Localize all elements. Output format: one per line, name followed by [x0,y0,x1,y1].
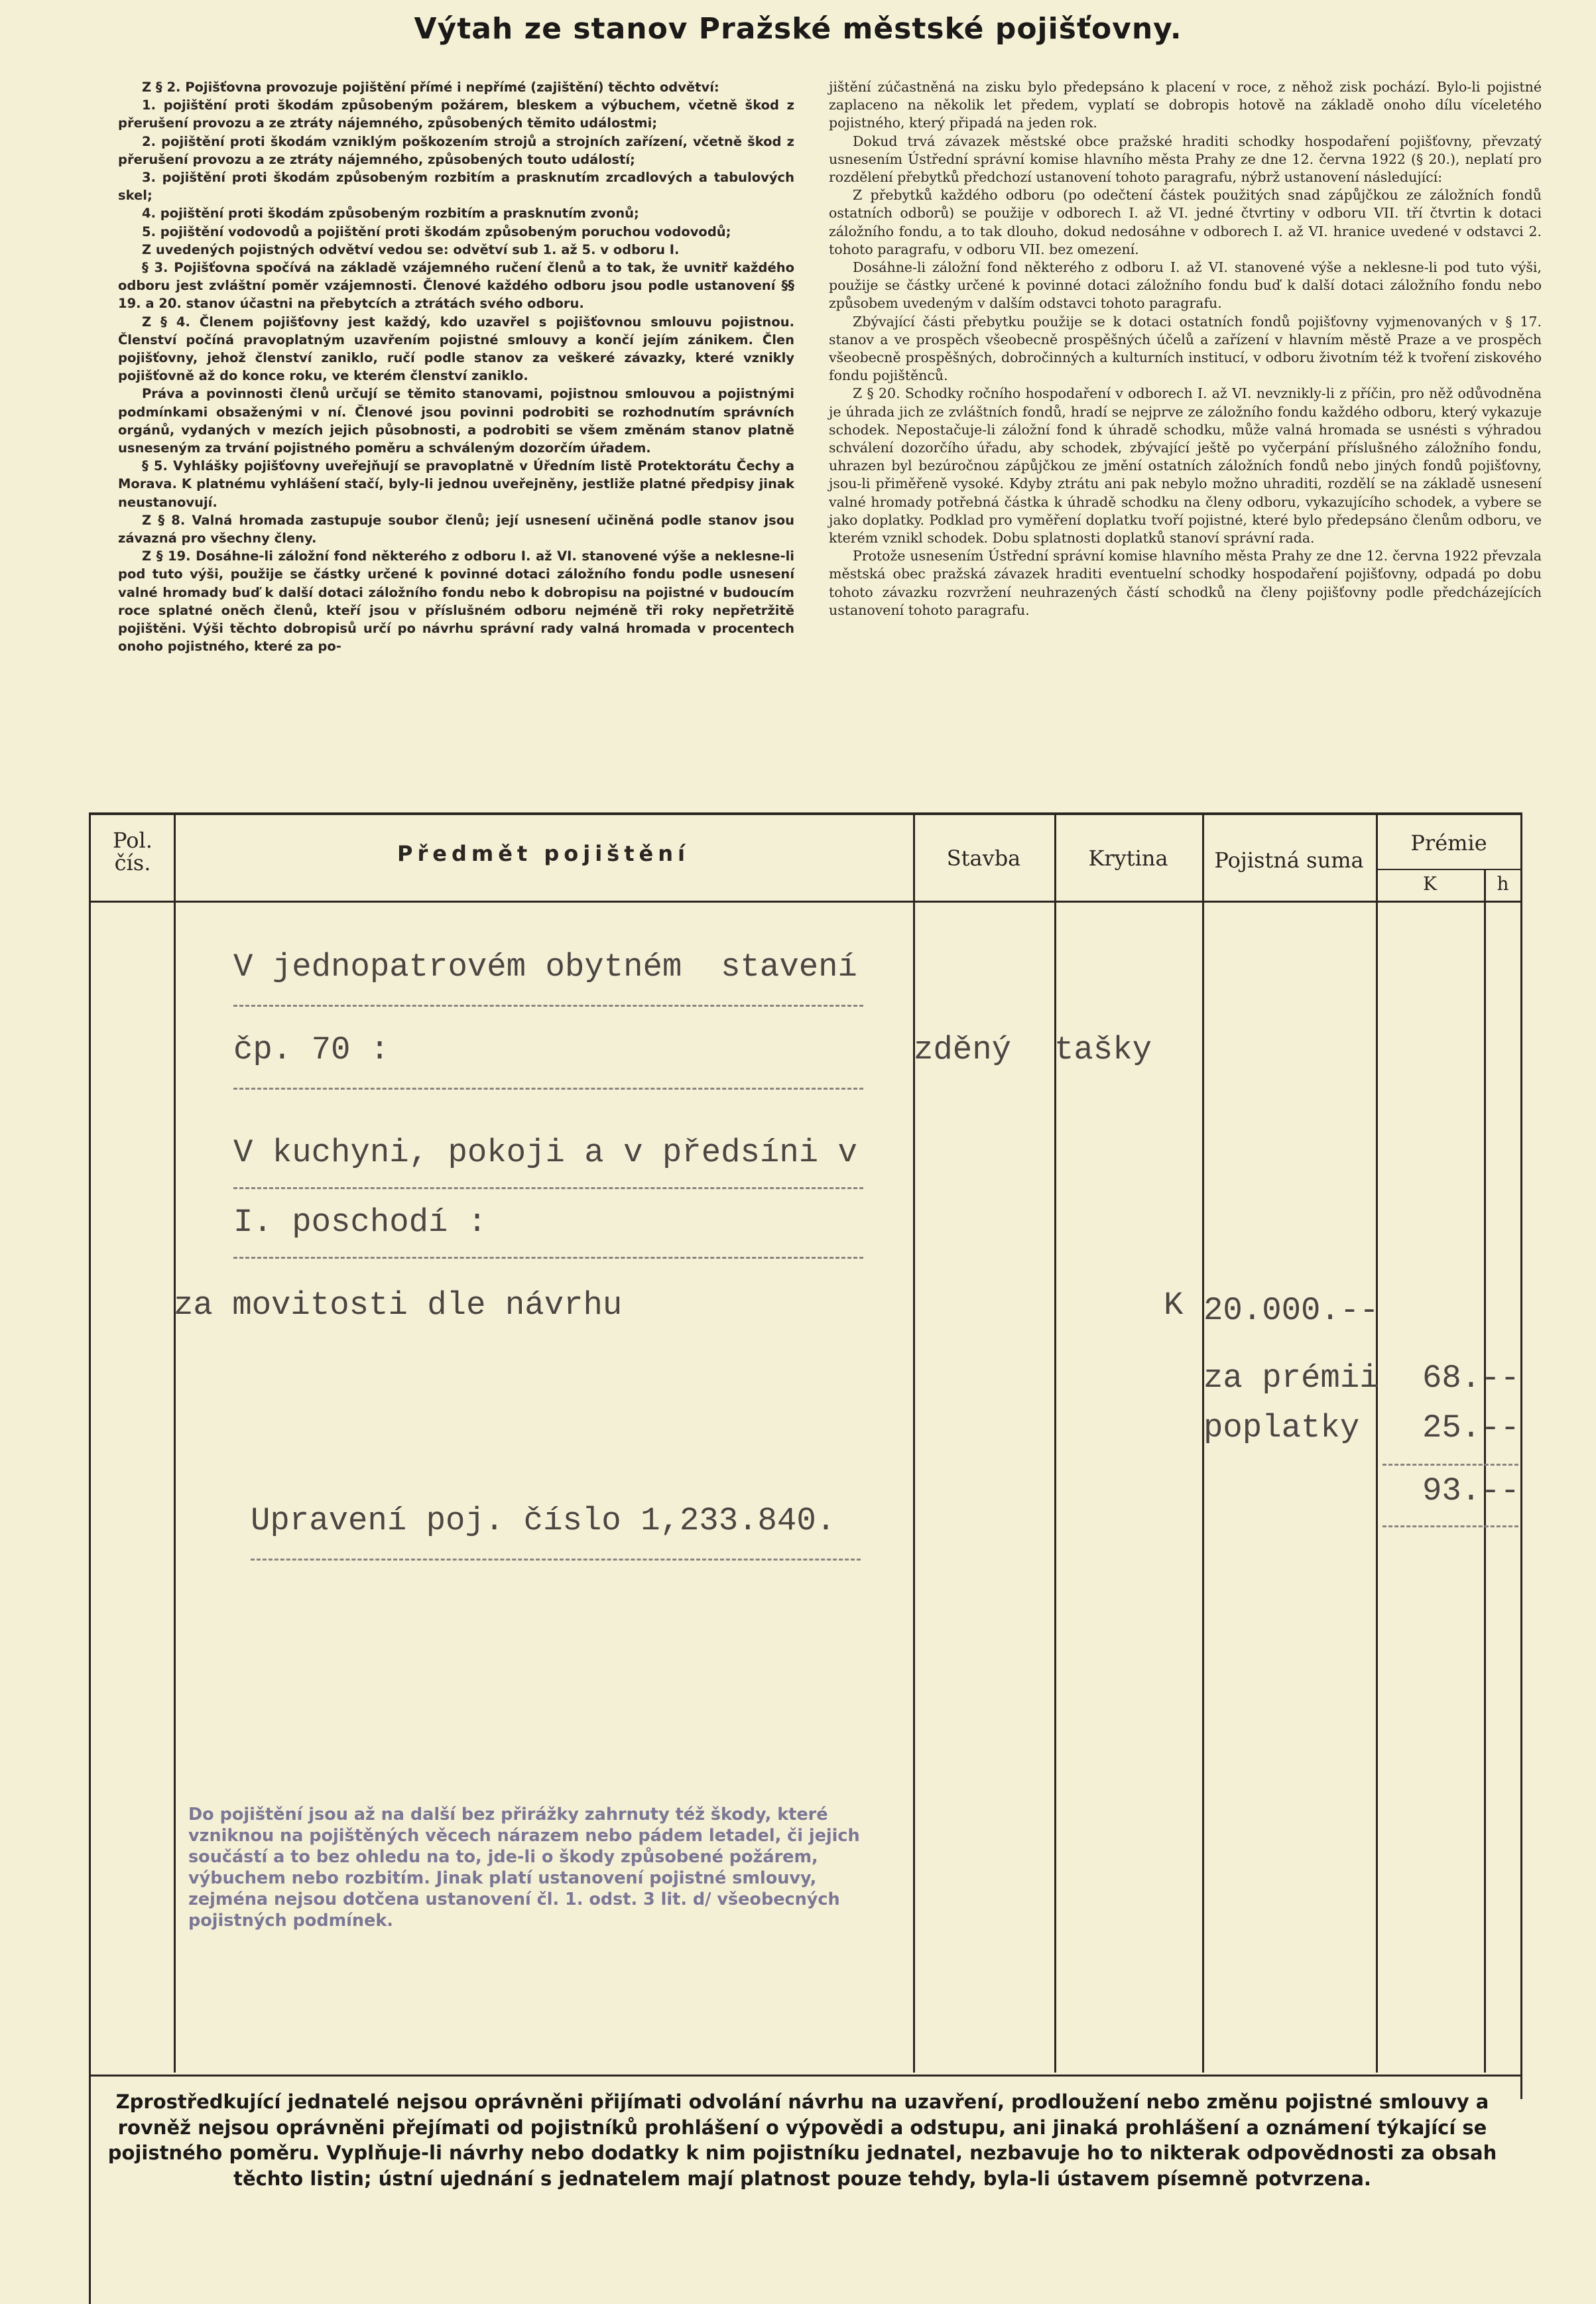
statute-paragraph: Z § 4. Členem pojišťovny jest každý, kdo uzavřel s pojišťovnou smlouvu pojistnou. Členství počíná pravoplatným uzavřením pojistné smlouvy a končí jejím zánikem. Člen pojišťovny, jehož členství zaniklo, ručí podle stanov za veškeré závazky, které vznikly pojišťovně až do konce roku, ve kterém členství zaniklo. [118,314,794,384]
statute-paragraph: Protože usnesením Ústřední správní komise hlavního města Prahy ze dne 12. června 1922 převzala městská obec pražská závazek hraditi eventuelní schodky hospodaření pojišťovny, odpadá po dobu tohoto závazku rozvržení neuhrazených částí schodků na členy pojišťovny podle předcházejících ustanovení tohoto paragrafu. [829,548,1542,618]
statute-paragraph: § 5. Vyhlášky pojišťovny uveřejňují se pravoplatně v Úředním listě Protektorátu Čechy a Morava. K platnému vyhlášení stačí, byly-li jednou uveřejněny, jestliže platné předpisy jinak neustanovují. [118,458,794,510]
statute-paragraph: 4. pojištění proti škodám způsobeným rozbitím a prasknutím zvonů; [142,206,639,222]
typed-poplatky-label: poplatky [1203,1409,1360,1446]
typed-total: 93.-- [1422,1472,1520,1509]
header-premie: Prémie [1410,830,1487,856]
typed-premie-label: za prémii [1203,1360,1379,1397]
statute-paragraph: Z přebytků každého odboru (po odečtení částek použitých snad zápůjčkou ze záložních fondů ostatních odborů) se použije v odborech I. až VI. jedné čtvrtiny v odboru VII. tří čtvrtin k dotaci záložního fondu, a to tak dlouho, dokud nedosáhne v odborech I. až VI. hranice uvedené v odstavci 2. tohoto paragrafu, v odboru VII. bez omezení. [829,187,1542,257]
typed-line-house-number: čp. 70 : [233,1031,390,1068]
header-pol: Pol. čís. [113,828,153,875]
typed-krytina: tašky [1054,1031,1152,1068]
statute-paragraph: 2. pojištění proti škodám vzniklým poškozením strojů a strojních zařízení, včetně škod z přerušení provozu a ze ztráty nájemného, způsobených touto událostí; [118,133,794,167]
sum-rule [1382,1525,1518,1527]
statute-paragraph: 1. pojištění proti škodám způsobeným požárem, bleskem a výbuchem, včetně škod z přerušení provozu a ze ztráty nájemného, způsobených těmito událostmi; [118,97,794,131]
statute-right-column [829,78,1542,619]
column-divider [913,812,915,2073]
statute-paragraph: § 3. Pojišťovna spočívá na základě vzájemného ručení členů a to tak, že uvnitř každého odboru jest zvláštní poměr vzájemnosti. Členové každého odboru jsou podle ustanovení §§ 19. a 20. stanov účastni na přebytcích a ztrátách svého odboru. [118,260,794,312]
dashed-rule [251,1559,861,1561]
page-title: Výtah ze stanov Pražské městské pojišťovny. [414,12,1182,46]
premie-subheader-line [1376,869,1522,870]
typed-policy-number: Upravení poj. číslo 1,233.840. [251,1502,836,1539]
footer-notice: Zprostředkující jednatelé nejsou oprávněni přijímati odvolání návrhu na uzavření, prodloužení nebo změnu pojistné smlouvy a rovněž nejsou oprávněni přejímati od pojistníků prohlášení o výpovědi a odstupu, ani jinaká prohlášení a oznámení týkající se pojistného poměru. Vyplňuje-li návrhy nebo dodatky k nim pojistníku jednatel, nezbavuje ho to nikterak odpovědnosti za obsah těchto listin; ústní ujednání s jednatelem mají platnost pouze tehdy, byla-li ústavem písemně potvrzena. [107,2090,1497,2190]
statute-paragraph: Dokud trvá závazek městské obce pražské hraditi schodky hospodaření pojišťovny, převzatý usnesením Ústřední správní komise hlavního města Prahy ze dne 12. června 1922 (§ 20.), neplatí pro rozdělení přebytků předchozí ustanovení tohoto paragrafu, nýbrž ustanovení následující: [829,133,1542,186]
statute-paragraph: Zbývající části přebytku použije se k dotaci ostatních fondů pojišťovny vyjmenovaných v § 17. stanov a ve prospěch všeobecně prospěšných účelů a zařízení v hlavním městě Praze a ve prospěch všeobecně prospěšných, dobročinných a kulturních institucí, v odboru životním též k tvoření ziskového fondu pojištěnců. [829,313,1542,384]
statute-paragraph: Z uvedených pojistných odvětví vedou se: odvětví sub 1. až 5. v odboru I. [142,241,680,257]
table-top-border [89,812,1522,815]
statute-paragraph: Z § 20. Schodky ročního hospodaření v odborech I. až VI. nevznikly-li z příčin, pro něž odůvodněna je úhrada jich ze zvláštních fondů, hradí se nejprve ze záložního fondu každého odboru, který vykazuje schodek. Nepostačuje-li záložní fond k úhradě schodku, může valná hromada se usnésti s výhradou schválení dozorčího úřadu, aby schodek, zbývající ještě po vyčerpání příslušného záložního fondu, uhrazen byl bezúročnou zápůjčkou ze jmění ostatních záložních fondů nebo jiných fondů pojišťovny, jsou-li přiměřeně vysoké. Kdyby ztrátu ani pak nebylo možno uhraditi, rozdělí se na základě usnesení valné hromady potřebná částka k úhradě schodku na členy odboru, vykazujícího schodek, a vybere se jako doplatky. Podklad pro vyměření doplatku tvoří pojistné, které bylo předepsáno členům odboru, ve kterém vznikl schodek. Dobu splatnosti doplatků stanoví správní rada. [829,385,1542,546]
typed-line-movables: za movitosti dle návrhu [174,1287,623,1324]
header-stavba: Stavba [946,846,1021,871]
table-header-bottom-border [89,901,1522,903]
typed-sum: 20.000.-- [1203,1292,1379,1329]
statute-paragraph: Dosáhne-li záložní fond některého z odboru I. až VI. stanovené výše a neklesne-li pod tuto výši, použije se částky určené k povinné dotaci záložního fondu buď k další dotaci záložního fondu nebo způsobem uvedeným v dalším odstavci tohoto paragrafu. [829,259,1542,312]
table-left-border [89,812,91,2304]
statute-paragraph: Z § 2. Pojišťovna provozuje pojištění přímé i nepřímé (zajištění) těchto odvětví: [142,80,719,95]
statute-paragraph: Práva a povinnosti členů určují se těmito stanovami, pojistnou smlouvou a pojistnými podmínkami obsaženými v ní. Členové jsou povinni podrobiti se rozhodnutím správních orgánů, vydaných v mezích jejich působnosti, a podrobiti se všem změnám stanov platně usneseným za trvání pojistného poměru a schváleným dozorčím úřadem. [118,386,794,456]
statute-left-column [118,78,794,656]
column-divider [174,812,176,2073]
dashed-rule [233,1005,863,1007]
statute-paragraph: jištění zúčastněná na zisku bylo předepsáno k placení v roce, z něhož zisk pochází. Bylo-li pojistné zaplaceno na několik let předem, vyplatí se dobropis hotově na základě onoho dílu víceletého pojistného, který připadá na jeden rok. [829,79,1542,131]
sum-rule [1382,1464,1518,1466]
statute-paragraph: Z § 8. Valná hromada zastupuje soubor členů; její usnesení učiněná podle stanov jsou závazná pro všechny členy. [118,512,794,546]
header-predmet: Předmět pojištění [397,841,690,866]
header-h: h [1497,873,1509,895]
typed-premie-value: 68.-- [1422,1360,1520,1397]
header-k: K [1423,873,1437,895]
statute-paragraph: 3. pojištění proti škodám způsobeným rozbitím a prasknutím zrcadlových a tabulových skel; [118,170,794,204]
typed-stavba: zděný [914,1031,1012,1068]
typed-line-floor: I. poschodí : [233,1204,487,1241]
typed-poplatky-value: 25.-- [1422,1409,1520,1446]
column-divider [1484,869,1486,2073]
column-divider [1376,812,1378,2073]
dashed-rule [233,1088,863,1090]
column-divider [1054,812,1056,2073]
rubber-stamp-text: Do pojištění jsou až na další bez přirážky zahrnuty též škody, které vzniknou na pojištěných věcech nárazem nebo pádem letadel, či jejich součástí a to bez ohledu na to, jde-li o škody způsobené požárem, výbuchem nebo rozbitím. Jinak platí ustanovení pojistné smlouvy, zejména nejsou dotčena ustanovení čl. 1. odst. 3 lit. d/ všeobecných pojistných podmínek. [188,1805,860,1931]
typed-line-building: V jednopatrovém obytném stavení [233,948,857,986]
header-krytina: Krytina [1088,846,1168,871]
header-suma: Pojistná suma [1214,848,1364,873]
table-right-border [1520,812,1522,2099]
statute-paragraph: 5. pojištění vodovodů a pojištění proti škodám způsobeným poruchou vodovodů; [142,224,731,239]
typed-currency: K [1164,1287,1184,1324]
statute-paragraph: Z § 19. Dosáhne-li záložní fond některého z odboru I. až VI. stanovené výše a neklesne-li pod tuto výši, použije se částky určené k povinné dotaci záložního fondu podle usnesení valné hromady buď k další dotaci záložního fondu nebo k dobropisu na pojistné v budoucím roce splatné oněch členů, kteří jsou v příslušném odboru nejméně tři roky nepřetržitě pojištěni. Výši těchto dobropisů určí po návrhu správní rady valná hromada v procentech onoho pojistného, které za po- [118,548,794,655]
typed-line-rooms: V kuchyni, pokoji a v předsíni v [233,1134,857,1171]
dashed-rule [233,1187,863,1189]
table-bottom-border [89,2075,1522,2077]
dashed-rule [233,1257,863,1259]
